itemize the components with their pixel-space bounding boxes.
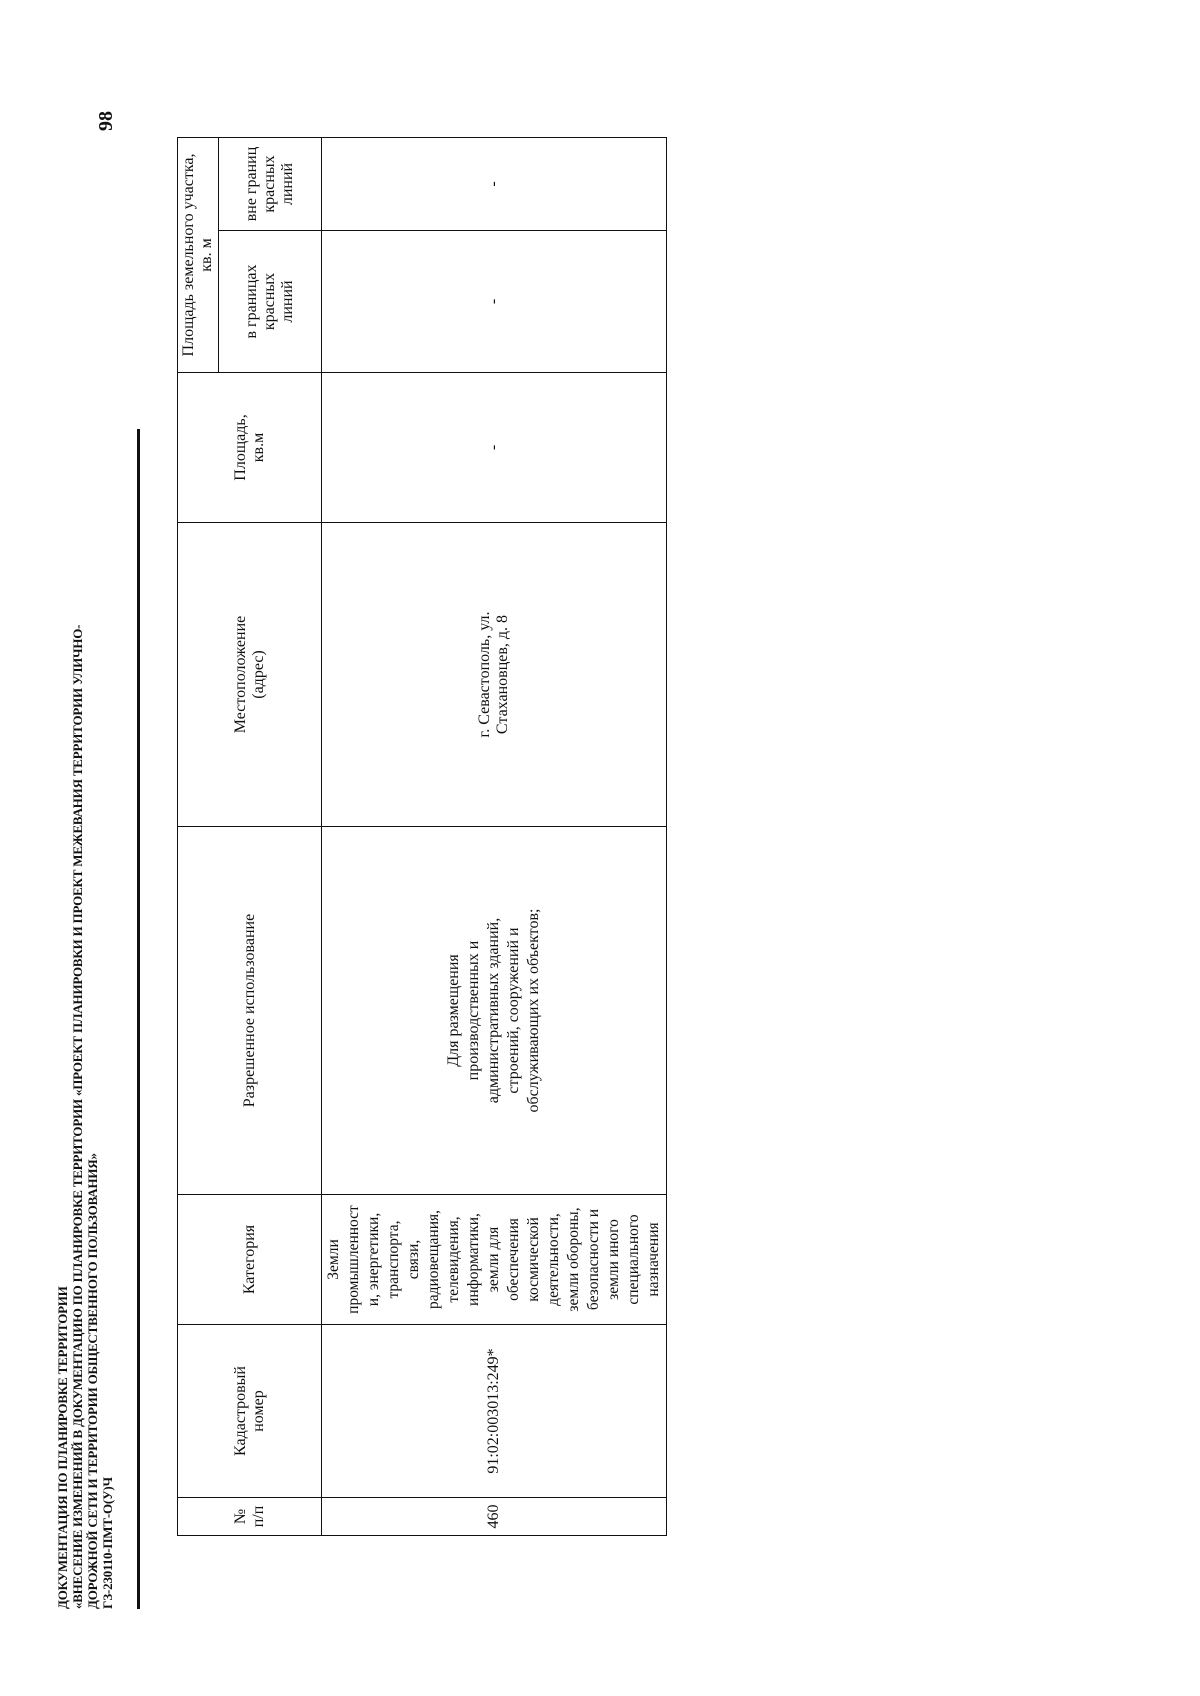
header-permitted-use: Разрешенное использование	[178, 827, 322, 1195]
page-number: 98	[95, 111, 117, 131]
header-num: № п/п	[178, 1498, 322, 1536]
cell-permitted-use: Для размещения производственных и административных зданий, строений, сооружений и обслуживающих их объектов;	[322, 827, 667, 1195]
land-plots-table	[177, 137, 667, 1536]
header-area: Площадь, кв.м	[178, 373, 322, 523]
header-inside-red-lines: в границах красных линий	[219, 231, 322, 373]
header-divider	[137, 429, 140, 1609]
cell-outside-red-lines: -	[322, 138, 667, 231]
cell-num: 460	[322, 1498, 667, 1536]
header-line-3: ДОРОЖНОЙ СЕТИ И ТЕРРИТОРИИ ОБЩЕСТВЕННОГО ПОЛЬЗОВАНИЯ»	[85, 1153, 100, 1609]
cell-cadastral: 91:02:003013:249*	[322, 1325, 667, 1498]
cell-area: -	[322, 373, 667, 523]
header-line-2: «ВНЕСЕНИЕ ИЗМЕНЕНИЙ В ДОКУМЕНТАЦИЮ ПО ПЛАНИРОВКЕ ТЕРРИТОРИИ «ПРОЕКТ ПЛАНИРОВКИ И ПРОЕКТ МЕЖЕВАНИЯ ТЕРРИТОРИИ УЛИЧНО-	[70, 624, 85, 1609]
cell-inside-red-lines: -	[322, 231, 667, 373]
cell-location: г. Севастополь, ул. Стахановцев, д. 8	[322, 523, 667, 827]
cell-category: Земли промышленност и, энергетики, транспорта, связи, радиовещания, телевидения, информатики, земли для обеспечения космической деятельности, земли обороны, безопасности и земли иного специального назначения	[322, 1195, 667, 1325]
document-header	[55, 309, 115, 1609]
header-outside-red-lines: вне границ красных линий	[219, 138, 322, 231]
table-row	[322, 138, 667, 1536]
header-location: Местоположение (адрес)	[178, 523, 322, 827]
header-cadastral: Кадастровый номер	[178, 1325, 322, 1498]
header-line-4: ГЗ-230110-ПМТ-О(У)Ч	[100, 1477, 115, 1609]
header-plot-area: Площадь земельного участка, кв. м	[178, 138, 219, 373]
header-line-1: ДОКУМЕНТАЦИЯ ПО ПЛАНИРОВКЕ ТЕРРИТОРИИ	[55, 1286, 70, 1609]
header-category: Категория	[178, 1195, 322, 1325]
